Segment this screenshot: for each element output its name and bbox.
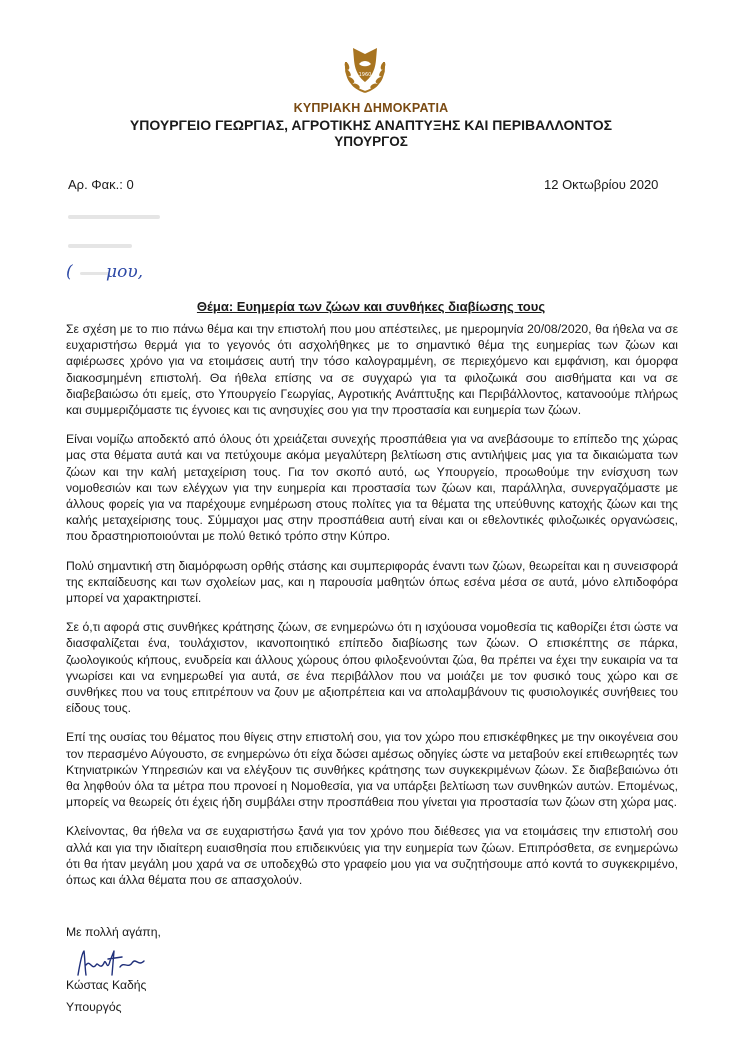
body-paragraph: Κλείνοντας, θα ήθελα να σε ευχαριστήσω ξανά για τον χρόνο που διέθεσες για να ετοιμάσεις την επιστολή σου αλλά και για την ιδιαίτερη ευαισθησία που επιδεικνύεις για την ευημερία των ζώων. Επιπρόσθετα, σε ενημερώνω ότι θα ήταν μεγάλη μου χαρά να σε υποδεχθώ στο γραφείο μου για να συζητήσουμε από κοντά το συγκεκριμένο, όπως και άλλα θέματα που σε απασχολούν. [66,824,678,888]
signatory-name: Κώστας Καδής [66,978,147,992]
body-paragraph: Σε ό,τι αφορά στις συνθήκες κράτησης ζώων, σε ενημερώνω ότι η ισχύουσα νομοθεσία τις καθορίζει έτσι ώστε να διασφαλίζεται ένα, τουλάχιστον, ικανοποιητικό επίπεδο διαβίωσης των ζώων. Ο επισκέπτης σε πάρκα, ζωολογικούς κήπους, ενυδρεία και άλλους χώρους όπου φιλοξενούνται ζώα, θα πρέπει να έχει την ευκαιρία να τα γνωρίσει και να ενημερωθεί για αυτά, σε ένα περιβάλλον που να μοιάζει με τον φυσικό τους χώρο και σε συνθήκες που να τους επιτρέπουν να ζουν με αξιοπρέπεια και να απολαμβάνουν τις φυσιολογικές συνήθειες του είδους τους. [66,620,678,716]
signatory-title: Υπουργός [66,1000,122,1014]
body-paragraph: Σε σχέση με το πιο πάνω θέμα και την επιστολή που μου απέστειλες, με ημερομηνία 20/08/2020, θα ήθελα να σε ευχαριστήσω θερμά για το γεγονός ότι ασχολήθηκες με το σημαντικό θέμα της ευημερίας των ζώων και αφιέρωσες χρόνο για να ετοιμάσεις αυτή την τόσο καλογραμμένη, σε περιεχόμενο και εμφάνιση, και όμορφα διακοσμημένη επιστολή. Θα ήθελα επίσης να σε συγχαρώ για τα φιλοζωικά σου αισθήματα και να σε διαβεβαιώσω ότι εμείς, στο Υπουργείο Γεωργίας, Αγροτικής Ανάπτυξης και Περιβάλλοντος, κατανοούμε πλήρως και συμμεριζόμαστε τις έγνοιες και τις ανησυχίες σου για την προστασία και ευημερία των ζώων. [66,322,678,418]
body-paragraph: Επί της ουσίας του θέματος που θίγεις στην επιστολή σου, για τον χώρο που επισκέφθηκες με την οικογένεια σου τον περασμένο Αύγουστο, σε ενημερώνω ότι είχα δώσει αμέσως οδηγίες ώστε να μεταβούν εκεί επιθεωρητές των Κτηνιατρικών Υπηρεσιών και να ελέγξουν τις συνθήκες κράτησης των συγκεκριμένων ζώων. Σε διαβεβαιώνω ότι θα ληφθούν όλα τα μέτρα που προνοεί η Νομοθεσία, για να υπάρξει βελτίωση των συνθηκών αυτών. Επομένως, μπορείς να θεωρείς ότι έχεις ήδη συμβάλει στην προσπάθεια που γίνεται για προστασία των ζώων στη χώρα μας. [66,730,678,810]
file-reference: Αρ. Φακ.: 0 [68,177,134,192]
coat-of-arms-emblem [340,40,390,96]
header-ministry: ΥΠΟΥΡΓΕΙΟ ΓΕΩΡΓΙΑΣ, ΑΓΡΟΤΙΚΗΣ ΑΝΑΠΤΥΞΗΣ ΚΑΙ ΠΕΡΙΒΑΛΛΟΝΤΟΣ [129,117,613,133]
closing-phrase: Με πολλή αγάπη, [66,925,161,939]
salutation-initial: ( [66,262,73,282]
salutation [66,262,143,282]
redacted-line [68,244,132,248]
subject-line: Θέμα: Ευημερία των ζώων και συνθήκες διαβίωσης τους [196,299,546,314]
redacted-line [68,215,160,219]
body-paragraph: Είναι νομίζω αποδεκτό από όλους ότι χρειάζεται συνεχής προσπάθεια για να ανεβάσουμε το επίπεδο της χώρας μας στα θέματα αυτά και να πετύχουμε ακόμα μεγαλύτερη βελτίωση στις αντιλήψεις μας για τα δικαιώματα των ζώων και την καλή μεταχείριση τους. Για τον σκοπό αυτό, ως Υπουργείο, προωθούμε την ενίσχυση των νομοθεσιών και των ελέγχων για την ευημερία και προστασία των ζώων και, παράλληλα, συνεργαζόμαστε με άλλους φορείς για να παρέχουμε ενημέρωση στους πολίτες για τα θέματα της υπεύθυνης κατοχής ζώων και της καλής μεταχείρισης τους. Σύμμαχοι μας στην προσπάθεια αυτή είναι και οι εθελοντικές φιλοζωικές οργανώσεις, που δραστηριοποιούνται με πολύ θετικό τρόπο στην Κύπρο. [66,432,678,544]
handwritten-signature [74,945,164,981]
letter-date: 12 Οκτωβρίου 2020 [544,177,659,192]
svg-text:1960: 1960 [358,72,372,78]
body-paragraph: Πολύ σημαντική στη διαμόρφωση ορθής στάσης και συμπεριφοράς έναντι των ζώων, θεωρείται και η συνεισφορά της εκπαίδευσης και των σχολείων μας, και η παρουσία μαθητών όπως εσένα μέσα σε αυτά, μόνο ελπιδοφόρα μπορεί να χαρακτηριστεί. [66,558,678,606]
header-country: ΚΥΠΡΙΑΚΗ ΔΗΜΟΚΡΑΤΙΑ [293,101,449,115]
letter-body [66,321,678,901]
salutation-text: μου, [106,262,144,282]
header-office: ΥΠΟΥΡΓΟΣ [334,134,408,149]
